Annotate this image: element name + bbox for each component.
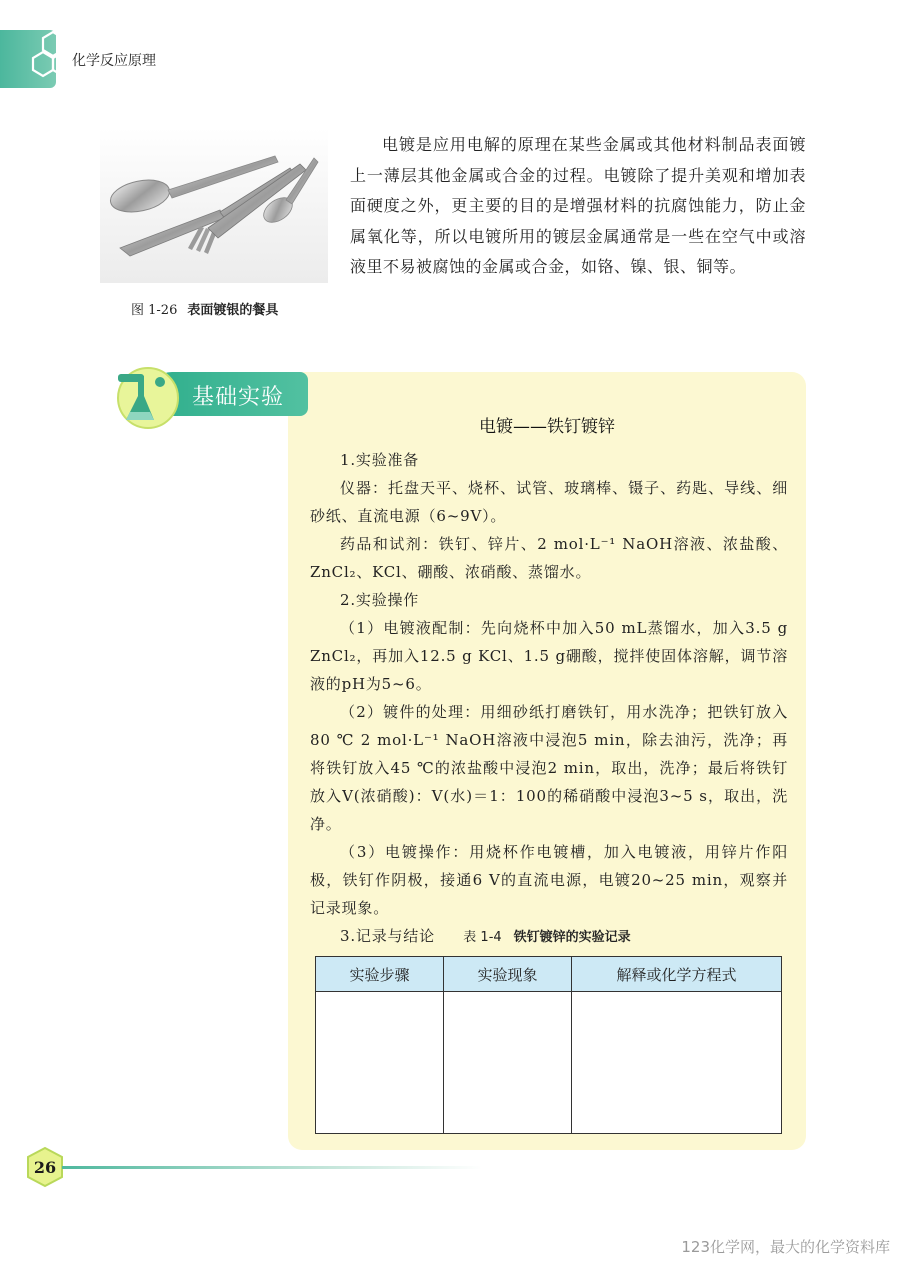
table-header-cell: 解释或化学方程式	[572, 957, 782, 992]
table-header-row	[316, 957, 782, 992]
section-heading-operation: 2.实验操作	[340, 591, 420, 609]
table-row	[316, 992, 782, 1134]
experiment-body	[310, 446, 788, 950]
table-cell	[572, 992, 782, 1134]
table-caption-text: 铁钉镀锌的实验记录	[513, 930, 631, 945]
record-table	[315, 956, 782, 1134]
figure-caption	[131, 299, 278, 318]
table-caption	[288, 926, 806, 945]
flask-icon	[108, 360, 180, 432]
cutlery-photo	[100, 128, 328, 283]
intro-paragraph: 电镀是应用电解的原理在某些金属或其他材料制品表面镀上一薄层其他金属或合金的过程。电镀除了提升美观和增加表面硬度之外，更主要的目的是增强材料的抗腐蚀能力，防止金属氧化等，所以电镀所用的镀层金属通常是一些在空气中或溶液里不易被腐蚀的金属或合金，如铬、镍、银、铜等。	[350, 135, 806, 276]
watermark-text: 123化学网，最大的化学资料库	[681, 1238, 890, 1256]
step-3-text: （3）电镀操作：用烧杯作电镀槽，加入电镀液，用锌片作阳极，铁钉作阴极，接通6 V的直流电源，电镀20~25 min，观察并记录现象。	[310, 843, 788, 917]
section-heading-record: 3.记录与结论	[340, 927, 435, 945]
table-header-cell: 实验步骤	[316, 957, 444, 992]
intro-paragraph-block	[350, 130, 806, 283]
table-number: 表 1-4	[463, 930, 502, 945]
experiment-title: 电镀——铁钉镀锌	[479, 417, 615, 437]
hexagon-logo-icon	[30, 30, 76, 86]
reagents-text: 药品和试剂：铁钉、锌片、2 mol·L⁻¹ NaOH溶液、浓盐酸、ZnCl₂、KCl、硼酸、浓硝酸、蒸馏水。	[310, 535, 788, 581]
chapter-title: 化学反应原理	[72, 53, 156, 69]
table-cell	[316, 992, 444, 1134]
step-2-text: （2）镀件的处理：用细砂纸打磨铁钉，用水洗净；把铁钉放入80 ℃ 2 mol·L⁻¹ NaOH溶液中浸泡5 min，除去油污，洗净；再将铁钉放入45 ℃的浓盐酸中浸泡2 min，取出，洗净；最后将铁钉放入V(浓硝酸)：V(水)＝1：100的稀硝酸中浸泡3~5 s，取出，洗净。	[310, 703, 788, 833]
page-number: 26	[33, 1158, 57, 1177]
table-cell	[444, 992, 572, 1134]
footer-rule	[62, 1166, 482, 1169]
silver-cutlery-illustration	[100, 128, 328, 283]
instruments-text: 仪器：托盘天平、烧杯、试管、玻璃棒、镊子、药匙、导线、细砂纸、直流电源（6~9V）。	[310, 479, 788, 525]
step-1-text: （1）电镀液配制：先向烧杯中加入50 mL蒸馏水，加入3.5 g ZnCl₂，再加入12.5 g KCl、1.5 g硼酸，搅拌使固体溶解，调节溶液的pH为5~6。	[310, 619, 788, 693]
figure-number: 图 1-26	[131, 303, 178, 318]
experiment-tab-label: 基础实验	[192, 385, 285, 410]
figure-caption-text: 表面镀银的餐具	[187, 303, 279, 318]
table-header-cell: 实验现象	[444, 957, 572, 992]
section-heading-preparation: 1.实验准备	[340, 451, 420, 469]
